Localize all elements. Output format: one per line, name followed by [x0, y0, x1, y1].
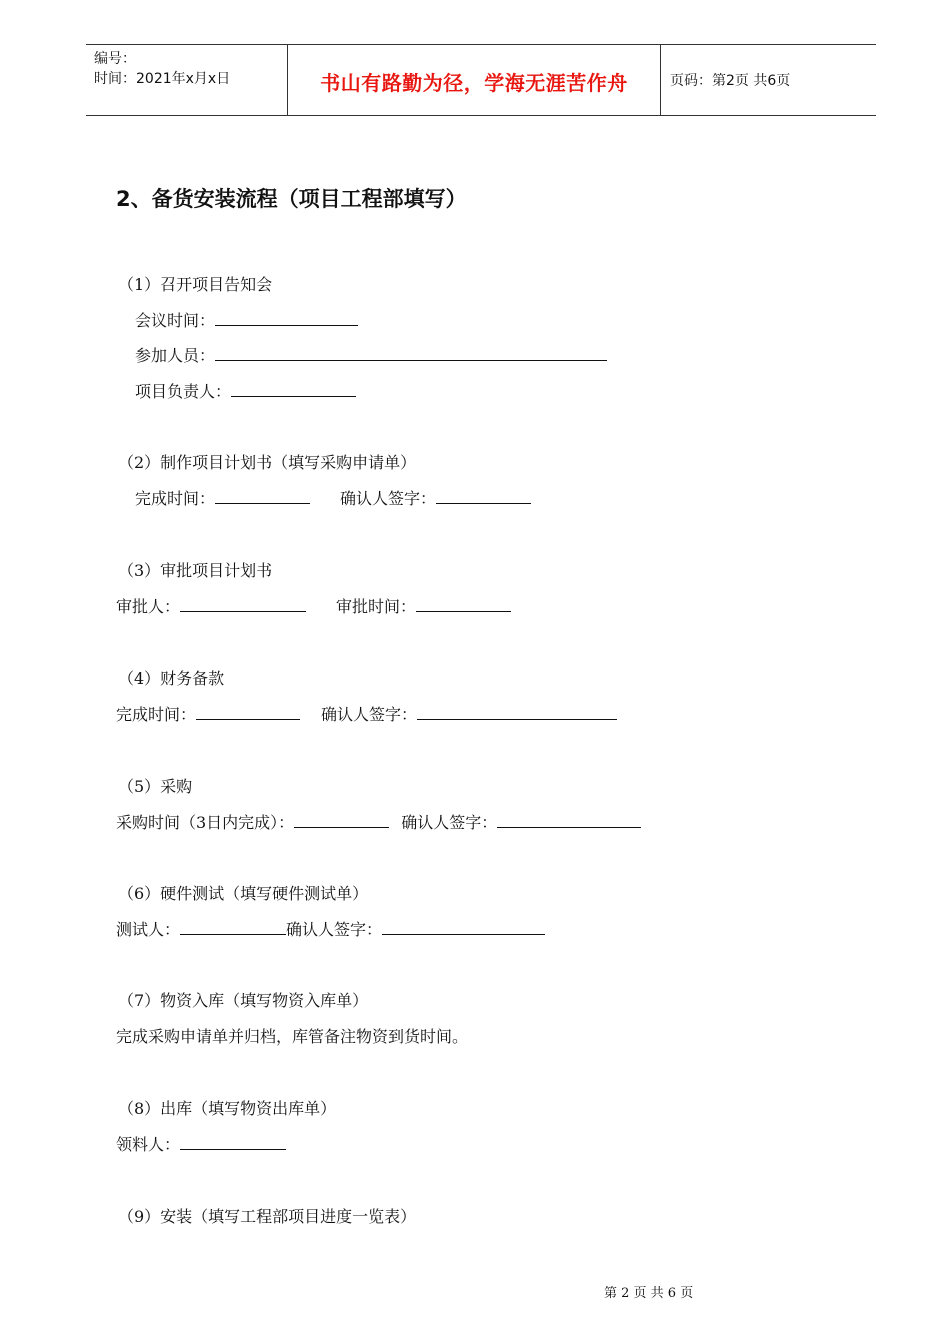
- header-meta: [94, 49, 284, 89]
- form-row: [135, 381, 356, 403]
- form-row: [116, 1134, 286, 1156]
- field-label: 参加人员：: [135, 346, 216, 365]
- step-heading: （8）出库（填写物资出库单）: [118, 1099, 337, 1118]
- form-row: [116, 596, 511, 618]
- date-label: 时间：2021年x月x日: [94, 71, 231, 87]
- approval-time-field[interactable]: [416, 597, 511, 612]
- project-lead-field[interactable]: [231, 382, 356, 397]
- purchase-time-field[interactable]: [294, 813, 389, 828]
- field-label: 确认人签字：: [340, 489, 437, 508]
- field-label: 确认人签字：: [321, 705, 418, 724]
- completion-time-field[interactable]: [215, 489, 310, 504]
- confirm-signature-field[interactable]: [382, 920, 545, 935]
- step-heading: （5）采购: [118, 777, 193, 796]
- step-heading: （3）审批项目计划书: [118, 561, 273, 580]
- step-heading: （6）硬件测试（填写硬件测试单）: [118, 884, 369, 903]
- page-footer: 第 2 页 共 6 页: [604, 1286, 694, 1301]
- step-heading: （7）物资入库（填写物资入库单）: [118, 991, 369, 1010]
- form-row: [135, 310, 358, 332]
- field-label: 测试人：: [116, 920, 181, 939]
- header-motto: 书山有路勤为径，学海无涯苦作舟: [320, 71, 628, 95]
- field-label: 完成时间：: [135, 489, 216, 508]
- step-description: 完成采购申请单并归档，库管备注物资到货时间。: [116, 1027, 469, 1046]
- form-row: [116, 704, 617, 726]
- step-heading: （2）制作项目计划书（填写采购申请单）: [118, 453, 417, 472]
- field-label: 项目负责人：: [135, 382, 232, 401]
- confirm-signature-field[interactable]: [497, 813, 641, 828]
- page-header: [86, 44, 876, 116]
- receiver-field[interactable]: [180, 1135, 286, 1150]
- meeting-time-field[interactable]: [215, 311, 358, 326]
- field-label: 确认人签字：: [286, 920, 383, 939]
- step-heading: （1）召开项目告知会: [118, 275, 273, 294]
- field-label: 领料人：: [116, 1135, 181, 1154]
- field-label: 审批人：: [116, 597, 181, 616]
- confirm-signature-field[interactable]: [436, 489, 531, 504]
- field-label: 采购时间（3日内完成）：: [116, 813, 295, 832]
- field-label: 会议时间：: [135, 311, 216, 330]
- confirm-signature-field[interactable]: [417, 705, 617, 720]
- completion-time-field[interactable]: [196, 705, 300, 720]
- field-label: 确认人签字：: [401, 813, 498, 832]
- approver-field[interactable]: [180, 597, 306, 612]
- page-indicator: 页码：第2页 共6页: [670, 73, 791, 89]
- attendees-field[interactable]: [215, 346, 607, 361]
- field-label: 审批时间：: [336, 597, 417, 616]
- field-label: 完成时间：: [116, 705, 197, 724]
- header-divider: [660, 45, 661, 115]
- form-row: [135, 345, 607, 367]
- section-title: 2、备货安装流程（项目工程部填写）: [116, 187, 467, 211]
- form-row: [116, 812, 641, 834]
- form-row: [116, 919, 545, 941]
- step-heading: （4）财务备款: [118, 669, 225, 688]
- form-row: [135, 488, 531, 510]
- number-label: 编号：: [94, 51, 136, 67]
- step-heading: （9）安装（填写工程部项目进度一览表）: [118, 1207, 417, 1226]
- tester-field[interactable]: [180, 920, 286, 935]
